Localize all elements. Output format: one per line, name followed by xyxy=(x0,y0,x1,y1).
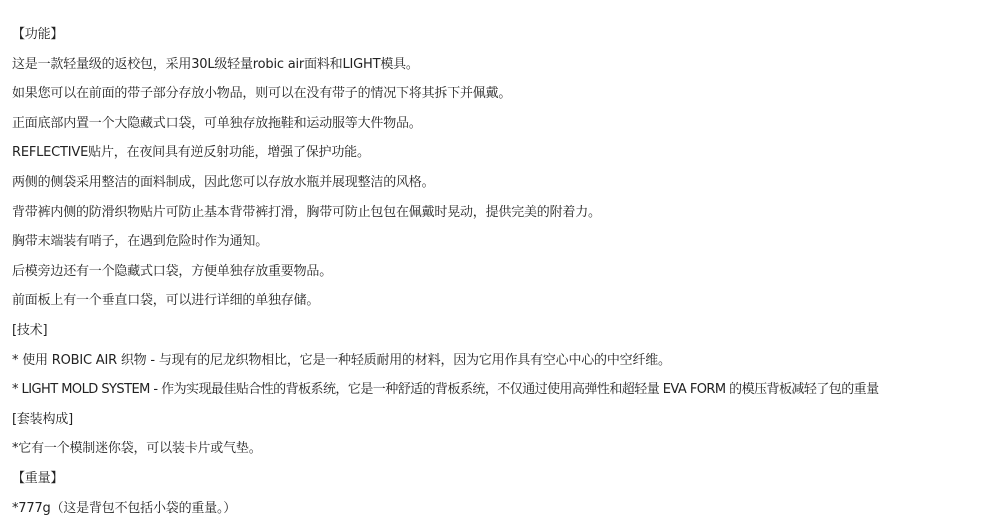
section-heading-set-composition: [套装构成] xyxy=(12,411,73,427)
description-line: 前面板上有一个垂直口袋，可以进行详细的单独存储。 xyxy=(12,293,320,309)
description-line: REFLECTIVE贴片，在夜间具有逆反射功能，增强了保护功能。 xyxy=(12,145,370,161)
description-line: 如果您可以在前面的带子部分存放小物品，则可以在没有带子的情况下将其拆下并佩戴。 xyxy=(12,86,512,102)
section-heading-weight: 【重量】 xyxy=(12,470,64,486)
product-description xyxy=(12,20,988,523)
description-line: 后模旁边还有一个隐藏式口袋，方便单独存放重要物品。 xyxy=(12,263,333,279)
description-line: 两侧的侧袋采用整洁的面料制成，因此您可以存放水瓶并展现整洁的风格。 xyxy=(12,174,435,190)
description-line: 背带裤内侧的防滑织物贴片可防止基本背带裤打滑，胸带可防止包包在佩戴时晃动，提供完美的附着力。 xyxy=(12,204,601,220)
description-line: 这是一款轻量级的返校包，采用30L级轻量robic air面料和LIGHT模具。 xyxy=(12,56,419,72)
section-heading-technology: [技术] xyxy=(12,322,48,338)
weight-line: *777g（这是背包不包括小袋的重量。） xyxy=(12,500,237,516)
technology-line: * 使用 ROBIC AIR 织物 - 与现有的尼龙织物相比，它是一种轻质耐用的材料，因为它用作具有空心中心的中空纤维。 xyxy=(12,352,671,368)
description-line: 正面底部内置一个大隐藏式口袋，可单独存放拖鞋和运动服等大件物品。 xyxy=(12,115,422,131)
description-line: 胸带末端装有哨子，在遇到危险时作为通知。 xyxy=(12,234,269,250)
section-heading-function: 【功能】 xyxy=(12,27,64,42)
technology-line: * LIGHT MOLD SYSTEM - 作为实现最佳贴合性的背板系统，它是一种舒适的背板系统，不仅通过使用高弹性和超轻量 EVA FORM 的模压背板减轻了包的重量 xyxy=(12,382,879,398)
set-composition-line: *它有一个模制迷你袋，可以装卡片或气垫。 xyxy=(12,441,262,457)
